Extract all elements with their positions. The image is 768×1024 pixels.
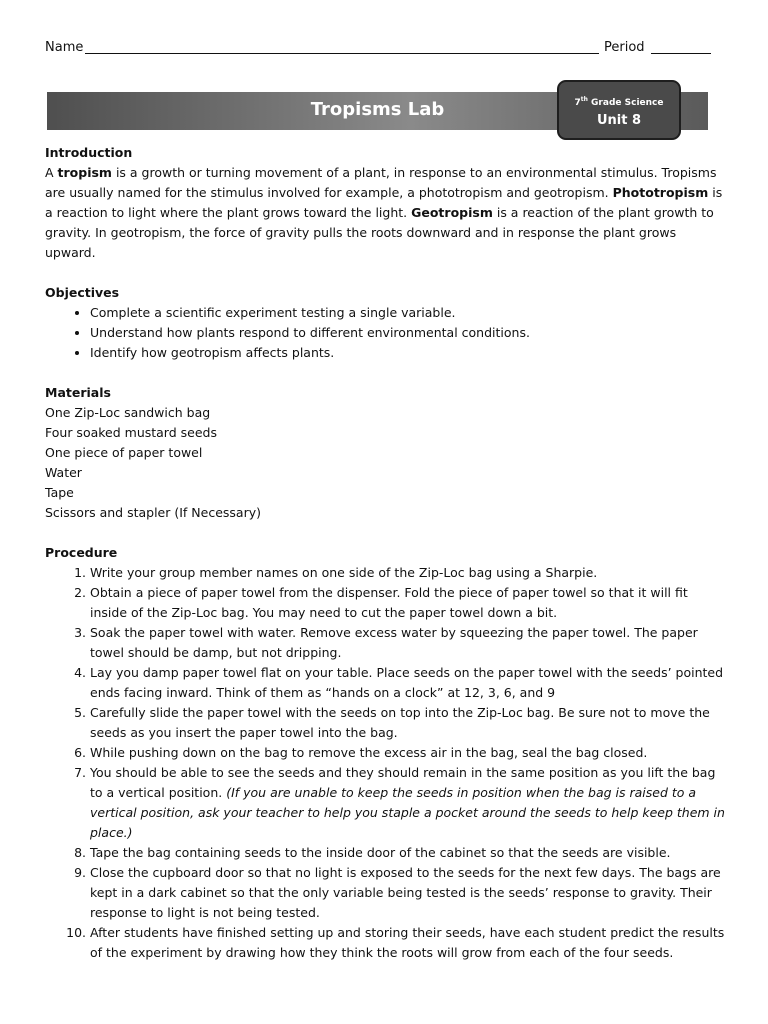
period-label: Period [604,40,645,55]
name-period-row [45,38,715,58]
unit-label: Unit 8 [596,113,642,128]
grade-unit-badge [557,80,681,140]
term-phototropism: Phototropism [612,185,709,200]
list-item: • Identify how geotropism affects plants. [90,343,725,363]
procedure-step: 4. Lay you damp paper towel flat on your table. Place seeds on the paper towel with the seeds’ pointed ends facing inward. Think of them as “hands on a clock” at 12, 3, 6, and 9 [90,663,725,703]
procedure-heading: Procedure [45,545,118,560]
period-blank-line[interactable] [651,53,711,54]
procedure-step: 5. Carefully slide the paper towel with the seeds on top into the Zip-Loc bag. Be sure not to move the seeds as you insert the paper towel into the bag. [90,703,725,743]
list-item: Scissors and stapler (If Necessary) [45,505,261,520]
procedure-step: 3. Soak the paper towel with water. Remove excess water by squeezing the paper towel. The paper towel should be damp, but not dripping. [90,623,725,663]
procedure-step: 7. You should be able to see the seeds and they should remain in the same position as you lift the bag to a vertical position. (If you are unable to keep the seeds in position when the bag is raised to a vertical position, ask your teacher to help you staple a pocket around the seeds to help keep them in place.) [90,763,725,843]
introduction-paragraph: A tropism is a growth or turning movement of a plant, in response to an environmental stimulus. Tropisms are usually named for the stimulus involved for example, a phototropism and geotropism. Phototropism is a reaction to light where the plant grows toward the light. Geotropism is a reaction of the plant growth to gravity. In geotropism, the force of gravity pulls the roots downward and in response the plant grows upward. [45,165,723,260]
name-blank-line[interactable] [85,53,599,54]
list-item: One Zip-Loc sandwich bag [45,405,211,420]
list-item: • Understand how plants respond to different environmental conditions. [90,323,725,343]
list-item: Water [45,465,82,480]
procedure-step: 2. Obtain a piece of paper towel from the dispenser. Fold the piece of paper towel so that it will fit inside of the Zip-Loc bag. You may need to cut the paper towel down a bit. [90,583,725,623]
introduction-heading: Introduction [45,145,133,160]
term-geotropism: Geotropism [411,205,493,220]
procedure-note: (If you are unable to keep the seeds in position when the bag is raised to a vertical position, ask your teacher to help you staple a pocket around the seeds to help keep them in place.) [90,785,725,840]
list-item: Four soaked mustard seeds [45,425,217,440]
procedure-step: 6. While pushing down on the bag to remove the excess air in the bag, seal the bag closed. [90,743,725,763]
worksheet-content [45,143,725,963]
procedure-step: 9. Close the cupboard door so that no light is exposed to the seeds for the next few days. The bags are kept in a dark cabinet so that the only variable being tested is the seeds’ response to gravity. Their response to light is not being tested. [90,863,725,923]
name-label: Name [45,40,84,55]
procedure-list [45,563,725,963]
list-item: One piece of paper towel [45,445,203,460]
grade-label: 7th Grade Science [574,96,664,108]
objectives-list [45,303,725,363]
objectives-heading: Objectives [45,285,120,300]
procedure-step: 10. After students have finished setting up and storing their seeds, have each student predict the results of the experiment by drawing how they think the roots will grow from each of the four seeds. [90,923,725,963]
materials-heading: Materials [45,385,111,400]
materials-list [45,403,725,523]
list-item: • Complete a scientific experiment testing a single variable. [90,303,725,323]
list-item: Tape [45,485,74,500]
procedure-step: 8. Tape the bag containing seeds to the inside door of the cabinet so that the seeds are visible. [90,843,725,863]
term-tropism: tropism [57,165,112,180]
procedure-step: 1. Write your group member names on one side of the Zip-Loc bag using a Sharpie. [90,563,725,583]
page-title: Tropisms Lab [310,99,445,120]
